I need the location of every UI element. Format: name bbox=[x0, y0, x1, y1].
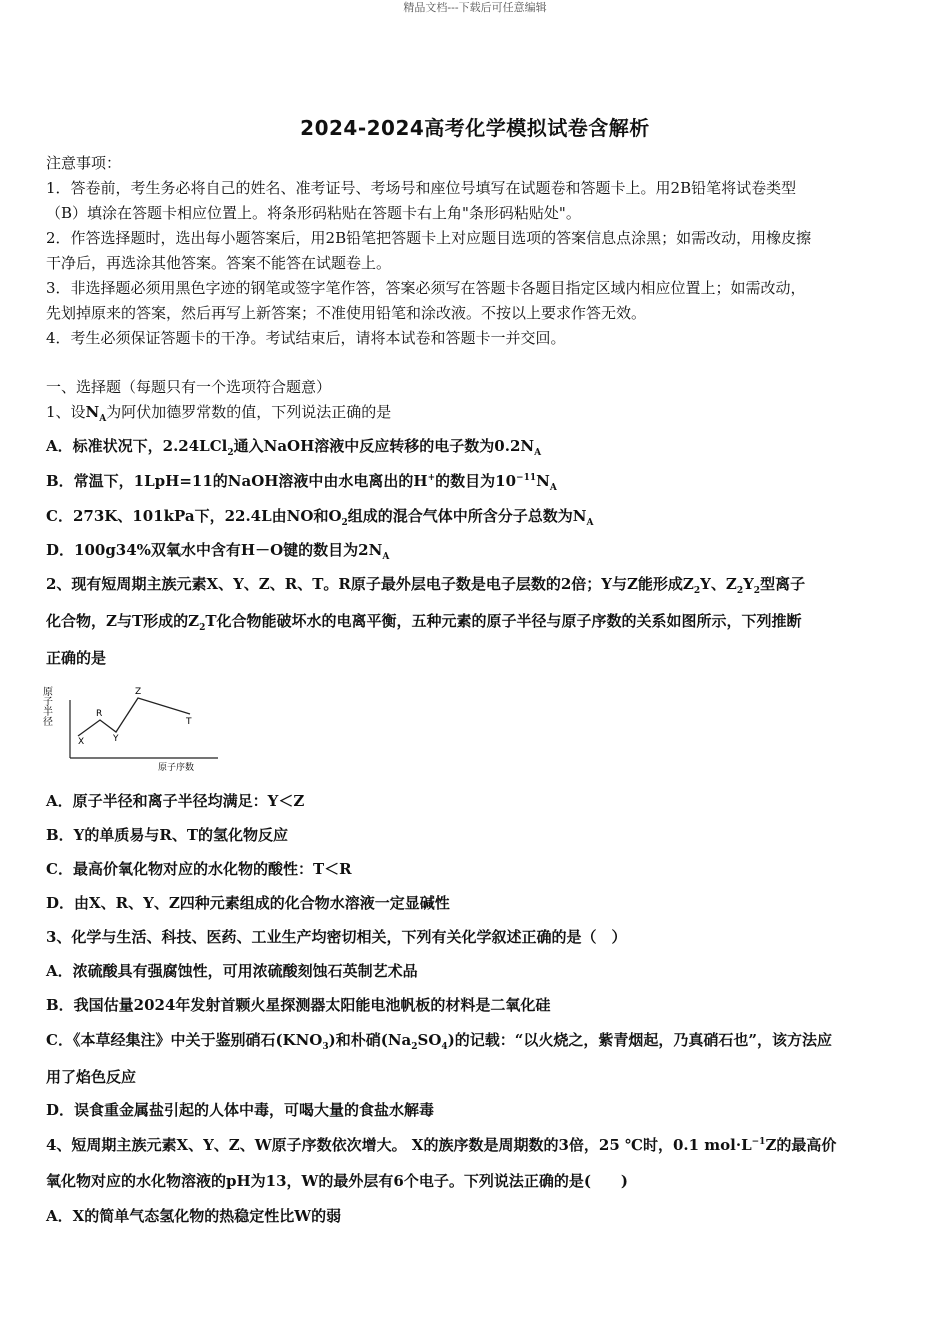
question-3-stem: 3、化学与生活、科技、医药、工业生产均密切相关，下列有关化学叙述正确的是（ ） bbox=[46, 928, 627, 946]
question-2-stem-line: 2、现有短周期主族元素X、Y、Z、R、T。R原子最外层电子数是电子层数的2倍；Y与Z能形成$Z_2Y$、$Z_2Y_2$型离子 bbox=[46, 575, 806, 596]
question-2-option-a: A．原子半径和离子半径均满足：Y＜Z bbox=[46, 792, 305, 810]
question-1-option-c: C．273K、101kPa下，22.4L由NO和$O_2$组成的混合气体中所含分子总数为$N_A$ bbox=[46, 507, 594, 528]
atomic-radius-figure bbox=[40, 680, 230, 772]
question-1-option-d: D．100g34%双氧水中含有H－O键的数目为$2N_A$ bbox=[46, 541, 390, 562]
figure-x-label: 原子序数 bbox=[158, 763, 195, 772]
question-2-stem-line: 化合物，Z与T形成的$Z_2T$化合物能破坏水的电离平衡，五种元素的原子半径与原子序数的关系如图所示，下列推断 bbox=[46, 612, 802, 633]
question-1-stem: 1、设$N_A$为阿伏加德罗常数的值，下列说法正确的是 bbox=[46, 403, 392, 424]
point-label-z: Z bbox=[135, 687, 142, 697]
question-1-option-a: A．标准状况下，2.24LCl$_2$通入NaOH溶液中反应转移的电子数为$0.2N_A$ bbox=[46, 437, 542, 458]
question-2-stem-line: 正确的是 bbox=[46, 649, 107, 667]
question-2-option-b: B．Y的单质易与R、T的氢化物反应 bbox=[46, 826, 289, 844]
point-label-x: X bbox=[78, 737, 85, 747]
notice-line: （B）填涂在答题卡相应位置上。将条形码粘贴在答题卡右上角"条形码粘贴处"。 bbox=[46, 204, 581, 222]
notice-line: 1．答卷前，考生务必将自己的姓名、准考证号、考场号和座位号填写在试题卷和答题卡上。用2B铅笔将试卷类型 bbox=[46, 179, 797, 197]
notice-line: 2．作答选择题时，选出每小题答案后，用2B铅笔把答题卡上对应题目选项的答案信息点涂黑；如需改动，用橡皮擦 bbox=[46, 229, 812, 247]
notice-line: 干净后，再选涂其他答案。答案不能答在试题卷上。 bbox=[46, 254, 392, 272]
notice-heading: 注意事项： bbox=[46, 154, 122, 172]
question-1-option-b: B．常温下，1LpH=11的NaOH溶液中由水电离出的H+的数目为$10^{-11}N_A$ bbox=[46, 472, 557, 493]
notice-line: 3．非选择题必须用黑色字迹的钢笔或签字笔作答，答案必须写在答题卡各题目指定区域内相应位置上；如需改动， bbox=[46, 279, 806, 297]
notice-line: 先划掉原来的答案，然后再写上新答案；不准使用铅笔和涂改液。不按以上要求作答无效。 bbox=[46, 304, 647, 322]
question-3-option-c: C．《本草经集注》中关于鉴别硝石$(KNO_3)$和朴硝$(Na_2SO_4)$的记载：“以火烧之，紫青烟起，乃真硝石也”，该方法应 bbox=[46, 1031, 833, 1052]
question-4-option-a: A．X的简单气态氢化物的热稳定性比W的弱 bbox=[46, 1207, 342, 1225]
question-4-stem-line: 4、短周期主族元素X、Y、Z、W原子序数依次增大。 X的族序数是周期数的3倍，25 ℃时，0.1 $mol\cdot L^{-1}Z$的最高价 bbox=[46, 1136, 837, 1154]
section-title: 一、选择题（每题只有一个选项符合题意） bbox=[46, 378, 332, 396]
radius-curve bbox=[78, 698, 190, 736]
page-header: 精品文档---下载后可任意编辑 bbox=[403, 1, 547, 14]
point-label-t: T bbox=[186, 717, 192, 727]
question-3-option-b: B．我国估量2024年发射首颗火星探测器太阳能电池帆板的材料是二氧化硅 bbox=[46, 996, 551, 1014]
question-3-option-d: D．误食重金属盐引起的人体中毒，可喝大量的食盐水解毒 bbox=[46, 1101, 435, 1119]
question-4-stem-line: 氧化物对应的水化物溶液的pH为13，W的最外层有6个电子。下列说法正确的是( ) bbox=[46, 1172, 629, 1190]
page-title: 2024-2024高考化学模拟试卷含解析 bbox=[300, 116, 650, 140]
figure-y-label: 原子半径 bbox=[40, 686, 52, 726]
point-label-y: Y bbox=[113, 734, 119, 744]
question-2-option-d: D．由X、R、Y、Z四种元素组成的化合物水溶液一定显碱性 bbox=[46, 894, 450, 912]
question-3-option-c-cont: 用了焰色反应 bbox=[46, 1068, 137, 1086]
notice-line: 4．考生必须保证答题卡的干净。考试结束后，请将本试卷和答题卡一并交回。 bbox=[46, 329, 566, 347]
point-label-r: R bbox=[96, 709, 103, 719]
question-2-option-c: C．最高价氧化物对应的水化物的酸性：T＜R bbox=[46, 860, 352, 878]
question-3-option-a: A．浓硫酸具有强腐蚀性，可用浓硫酸刻蚀石英制艺术品 bbox=[46, 962, 418, 980]
